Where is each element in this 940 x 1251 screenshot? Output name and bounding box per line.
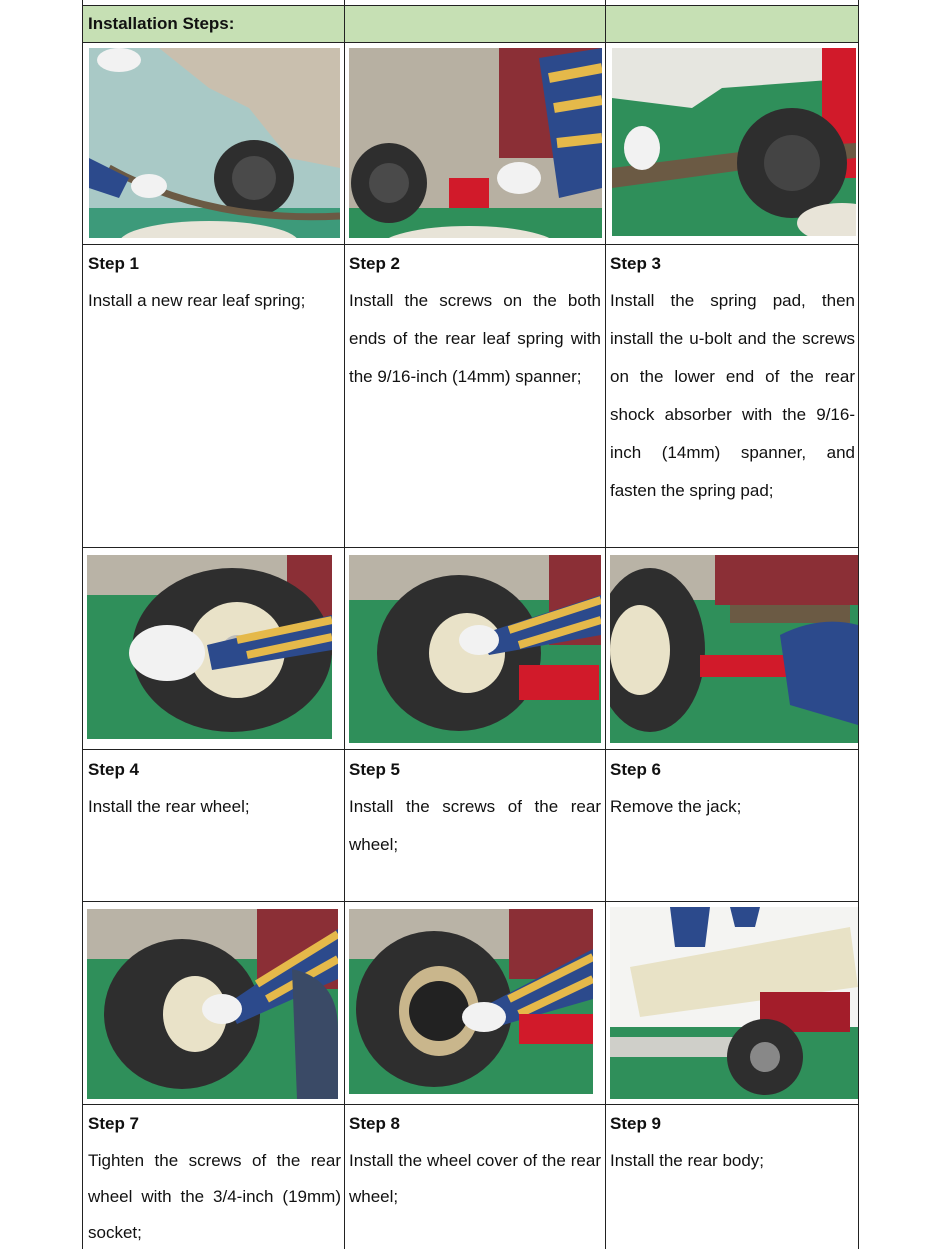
step-title: Step 2 (349, 254, 401, 273)
step-description: Tighten the screws of the rear wheel with the 3/4-inch (19mm) socket; (88, 1151, 341, 1242)
step-title: Step 7 (88, 1114, 140, 1133)
table-divider-1 (344, 0, 345, 1249)
spring-pad-ubolt-photo (612, 48, 856, 236)
step-title: Step 4 (88, 760, 140, 779)
step-description: Install the spring pad, then install the u-bolt and the screws on the lower end of the rear shock absorber with the 9/16-inch (14mm) spanner, and fasten the spring pad; (610, 291, 855, 500)
tighten-wheel-screws-photo (87, 909, 338, 1099)
rear-leaf-spring-installation-photo (89, 48, 340, 238)
step-description: Install the rear body; (610, 1151, 765, 1170)
step-description: Install the rear wheel; (88, 797, 250, 816)
section-title: Installation Steps: (88, 14, 235, 33)
table-border-left (82, 0, 83, 1249)
rear-wheel-screws-photo (349, 555, 601, 743)
step-description: Install the screws of the rear wheel; (349, 797, 601, 854)
table-rule (82, 42, 859, 43)
wheel-cover-photo (349, 909, 593, 1094)
step-title: Step 6 (610, 760, 662, 779)
table-rule (82, 244, 859, 245)
table-border-right (858, 0, 859, 1249)
table-divider-2 (605, 0, 606, 1249)
step-title: Step 1 (88, 254, 140, 273)
table-rule (82, 901, 859, 902)
table-rule (82, 5, 859, 6)
step-description: Remove the jack; (610, 797, 742, 816)
table-rule (82, 547, 859, 548)
rear-wheel-mount-photo (87, 555, 332, 739)
step-title: Step 9 (610, 1114, 662, 1133)
rear-body-photo (610, 907, 858, 1099)
remove-jack-photo (610, 555, 858, 743)
leaf-spring-screws-photo (349, 48, 602, 238)
section-header (83, 6, 858, 42)
table-rule (82, 749, 859, 750)
step-title: Step 5 (349, 760, 401, 779)
step-title: Step 8 (349, 1114, 401, 1133)
step-title: Step 3 (610, 254, 662, 273)
table-rule (82, 1104, 859, 1105)
step-description: Install the screws on the both ends of the rear leaf spring with the 9/16-inch (14mm) spanner; (349, 291, 601, 386)
step-description: Install the wheel cover of the rear wheel; (349, 1151, 601, 1206)
step-description: Install a new rear leaf spring; (88, 291, 306, 310)
